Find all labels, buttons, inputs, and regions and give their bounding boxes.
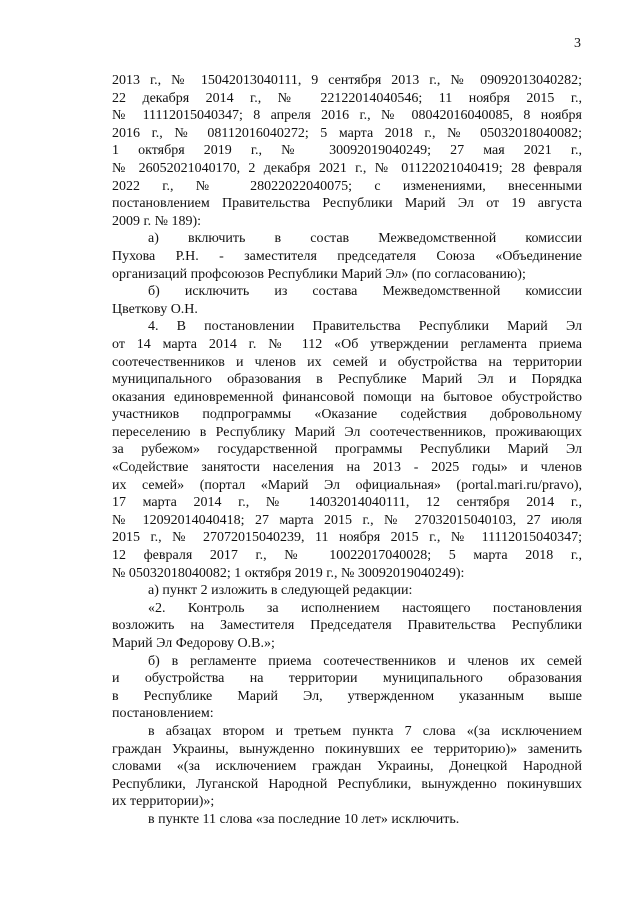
document-body bbox=[112, 72, 582, 829]
text-line: 2016 г., № 08112016040272; 5 марта 2018 г., № 05032018040082; bbox=[112, 125, 582, 141]
text-line: Республики, Луганской Народной Республики, вынужденно покинувших bbox=[112, 776, 582, 792]
page-number: 3 bbox=[574, 36, 581, 51]
text-line: и обустройства на территории муниципального образования bbox=[112, 671, 582, 687]
text-line: постановлением Правительства Республики Марий Эл от 19 августа bbox=[112, 196, 582, 212]
text-line: возложить на Заместителя Председателя Правительства Республики bbox=[112, 618, 582, 634]
text-line: 17 марта 2014 г., № 14032014040111, 12 сентября 2014 г., bbox=[112, 495, 582, 511]
text-line: Цветкову О.Н. bbox=[112, 301, 198, 317]
text-line: организаций профсоюзов Республики Марий Эл» (по согласованию); bbox=[112, 266, 526, 282]
text-line: 2009 г. № 189): bbox=[112, 213, 202, 229]
text-line: «2. Контроль за исполнением настоящего постановления bbox=[148, 600, 582, 616]
text-line: а) пункт 2 изложить в следующей редакции: bbox=[148, 583, 413, 599]
text-line: их семей» (портал «Марий Эл официальная» (portal.mari.ru/pravo), bbox=[112, 477, 582, 493]
text-line: Марий Эл Федорову О.В.»; bbox=[112, 636, 275, 651]
text-line: соотечественников и членов их семей и обустройства на территории bbox=[112, 354, 582, 370]
text-line: от 14 марта 2014 г. № 112 «Об утверждении регламента приема bbox=[112, 336, 582, 352]
text-line: № 05032018040082; 1 октября 2019 г., № 30092019040249): bbox=[112, 565, 465, 581]
text-line: участников подпрограммы «Оказание содействия добровольному bbox=[112, 407, 582, 423]
text-line: муниципального образования в Республике Марий Эл и Порядка bbox=[112, 372, 582, 388]
text-line: в абзацах втором и третьем пункта 7 слова «(за исключением bbox=[148, 723, 582, 739]
text-line: № 12092014040418; 27 марта 2015 г., № 27032015040103, 27 июля bbox=[112, 512, 582, 528]
text-line: переселению в Республику Марий Эл соотечественников, проживающих bbox=[112, 424, 582, 440]
text-line: за рубежом» государственной программы Республики Марий Эл bbox=[112, 442, 582, 458]
text-line: Пухова Р.Н. - заместителя председателя Союза «Объединение bbox=[112, 248, 582, 264]
text-line: постановлением: bbox=[112, 706, 214, 722]
text-line: б) исключить из состава Межведомственной комиссии bbox=[148, 284, 582, 300]
text-line: словами «(за исключением граждан Украины, Донецкой Народной bbox=[112, 759, 582, 775]
text-line: а) включить в состав Межведомственной комиссии bbox=[148, 231, 582, 247]
text-line: оказания единовременной финансовой помощи на бытовое обустройство bbox=[112, 389, 582, 405]
text-line: граждан Украины, вынужденно покинувших ее территорию)» заменить bbox=[112, 741, 582, 757]
text-line: 2013 г., № 15042013040111, 9 сентября 2013 г., № 09092013040282; bbox=[112, 73, 582, 88]
text-line: 2015 г., № 27072015040239, 11 ноября 2015 г., № 11112015040347; bbox=[112, 530, 582, 546]
text-line: № 26052021040170, 2 декабря 2021 г., № 01122021040419; 28 февраля bbox=[112, 160, 582, 176]
text-line: в Республике Марий Эл, утвержденном указанным выше bbox=[112, 688, 582, 704]
text-line: 4. В постановлении Правительства Республики Марий Эл bbox=[148, 319, 582, 335]
text-line: б) в регламенте приема соотечественников и членов их семей bbox=[148, 653, 582, 669]
text-line: в пункте 11 слова «за последние 10 лет» исключить. bbox=[148, 811, 460, 827]
text-line: 22 декабря 2014 г., № 22122014040546; 11 ноября 2015 г., bbox=[112, 90, 582, 106]
text-line: 1 октября 2019 г., № 30092019040249; 27 мая 2021 г., bbox=[112, 143, 582, 159]
text-line: их территории)»; bbox=[112, 794, 215, 810]
text-line: 12 февраля 2017 г., № 10022017040028; 5 марта 2018 г., bbox=[112, 548, 582, 564]
text-line: 2022 г., № 28022022040075; с изменениями, внесенными bbox=[112, 178, 582, 194]
text-line: № 11112015040347; 8 апреля 2016 г., № 08042016040085, 8 ноября bbox=[112, 108, 582, 124]
text-line: «Содействие занятости населения на 2013 - 2025 годы» и членов bbox=[112, 460, 582, 476]
